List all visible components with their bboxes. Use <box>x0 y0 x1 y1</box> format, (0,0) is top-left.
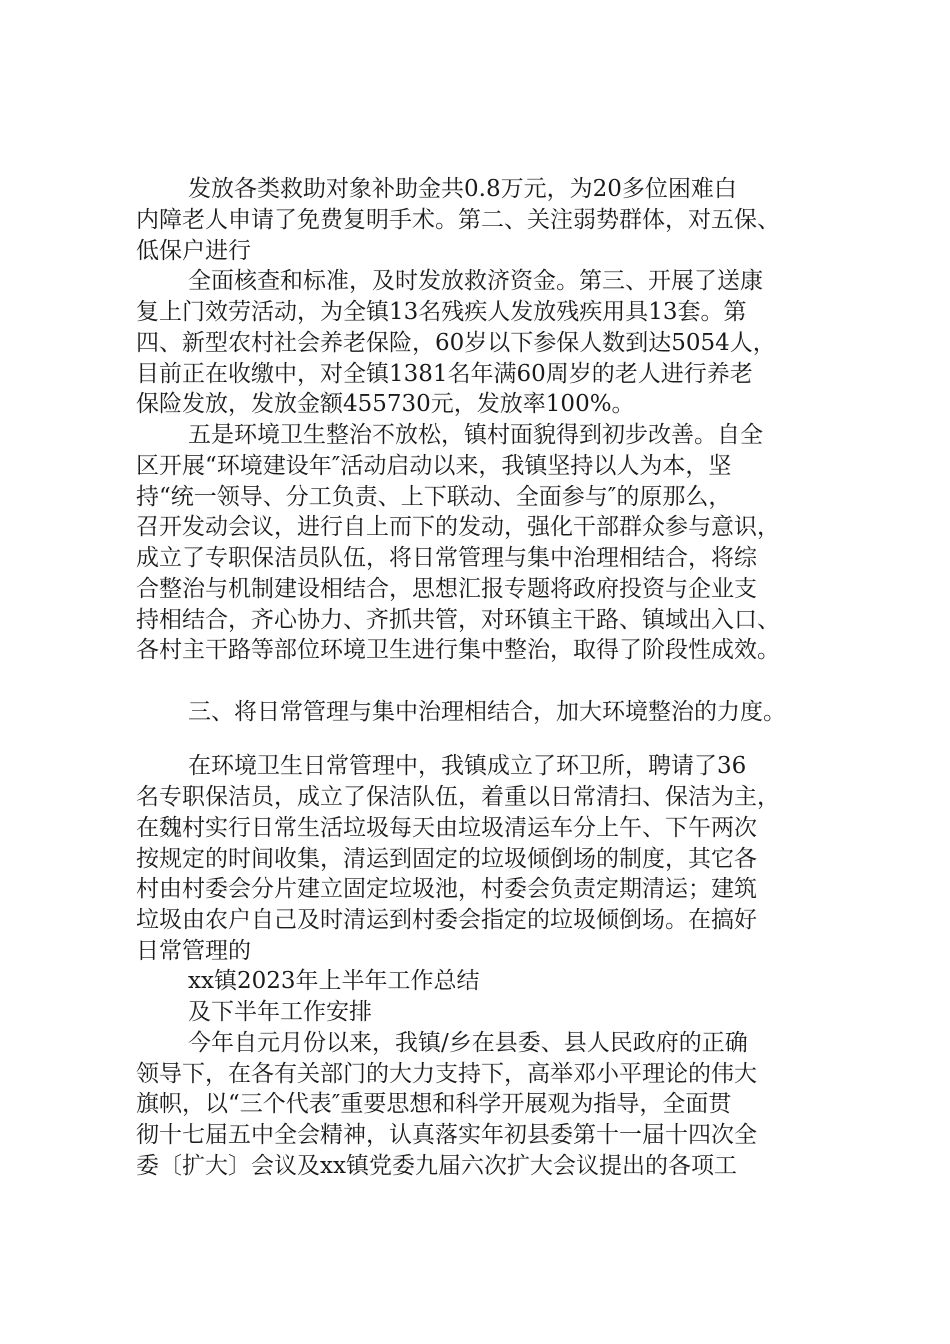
text-line: 持相结合，齐心协力、齐抓共管，对环镇主干路、镇域出入口、 <box>136 607 780 633</box>
text-line: 内障老人申请了免费复明手术。第二、关注弱势群体，对五保、 <box>136 207 780 233</box>
text-line: 五是环境卫生整治不放松，镇村面貌得到初步改善。自全 <box>188 422 763 448</box>
text-line: 垃圾由农户自己及时清运到村委会指定的垃圾倾倒场。在搞好 <box>136 907 757 933</box>
text-line: 按规定的时间收集，清运到固定的垃圾倾倒场的制度，其它各 <box>136 846 757 872</box>
document-title: xx镇2023年上半年工作总结 <box>188 968 480 994</box>
text-line: 保险发放，发放金额455730元，发放率100%。 <box>136 391 635 417</box>
text-line: 日常管理的 <box>136 938 251 964</box>
document-subtitle: 及下半年工作安排 <box>188 999 372 1025</box>
text-line: 目前正在收缴中，对全镇1381名年满60周岁的老人进行养老 <box>136 361 753 387</box>
text-line: 发放各类救助对象补助金共0.8万元，为20多位困难白 <box>188 176 737 202</box>
text-line: 在魏村实行日常生活垃圾每天由垃圾清运车分上午、下午两次 <box>136 815 757 841</box>
text-line: 委〔扩大〕会议及xx镇党委九届六次扩大会议提出的各项工 <box>136 1153 737 1179</box>
section-heading: 三、将日常管理与集中治理相结合，加大环境整治的力度。 <box>188 699 786 725</box>
text-line: 复上门效劳活动，为全镇13名残疾人发放残疾用具13套。第 <box>136 299 747 325</box>
text-line: 今年自元月份以来，我镇/乡在县委、县人民政府的正确 <box>188 1030 748 1056</box>
text-line: 各村主干路等部位环境卫生进行集中整治，取得了阶段性成效。 <box>136 637 780 663</box>
text-line: 召开发动会议，进行自上而下的发动，强化干部群众参与意识， <box>136 514 780 540</box>
text-line: 合整治与机制建设相结合，思想汇报专题将政府投资与企业支 <box>136 576 757 602</box>
text-line: 成立了专职保洁员队伍，将日常管理与集中治理相结合，将综 <box>136 545 757 571</box>
text-line: 四、新型农村社会养老保险，60岁以下参保人数到达5054人， <box>136 330 776 356</box>
text-line: 区开展“环境建设年″活动启动以来，我镇坚持以人为本，坚 <box>136 453 732 479</box>
text-line: 领导下，在各有关部门的大力支持下，高举邓小平理论的伟大 <box>136 1061 757 1087</box>
text-line: 名专职保洁员，成立了保洁队伍，着重以日常清扫、保洁为主， <box>136 784 780 810</box>
text-line: 在环境卫生日常管理中，我镇成立了环卫所，聘请了36 <box>188 753 747 779</box>
text-line: 彻十七届五中全会精神，认真落实年初县委第十一届十四次全 <box>136 1122 757 1148</box>
text-line: 旗帜，以“三个代表″重要思想和科学开展观为指导，全面贯 <box>136 1091 732 1117</box>
text-line: 持“统一领导、分工负责、上下联动、全面参与″的原那么， <box>136 484 732 510</box>
text-line: 全面核查和标准，及时发放救济资金。第三、开展了送康 <box>188 268 763 294</box>
text-line: 村由村委会分片建立固定垃圾池，村委会负责定期清运；建筑 <box>136 876 757 902</box>
text-line: 低保户进行 <box>136 238 251 264</box>
